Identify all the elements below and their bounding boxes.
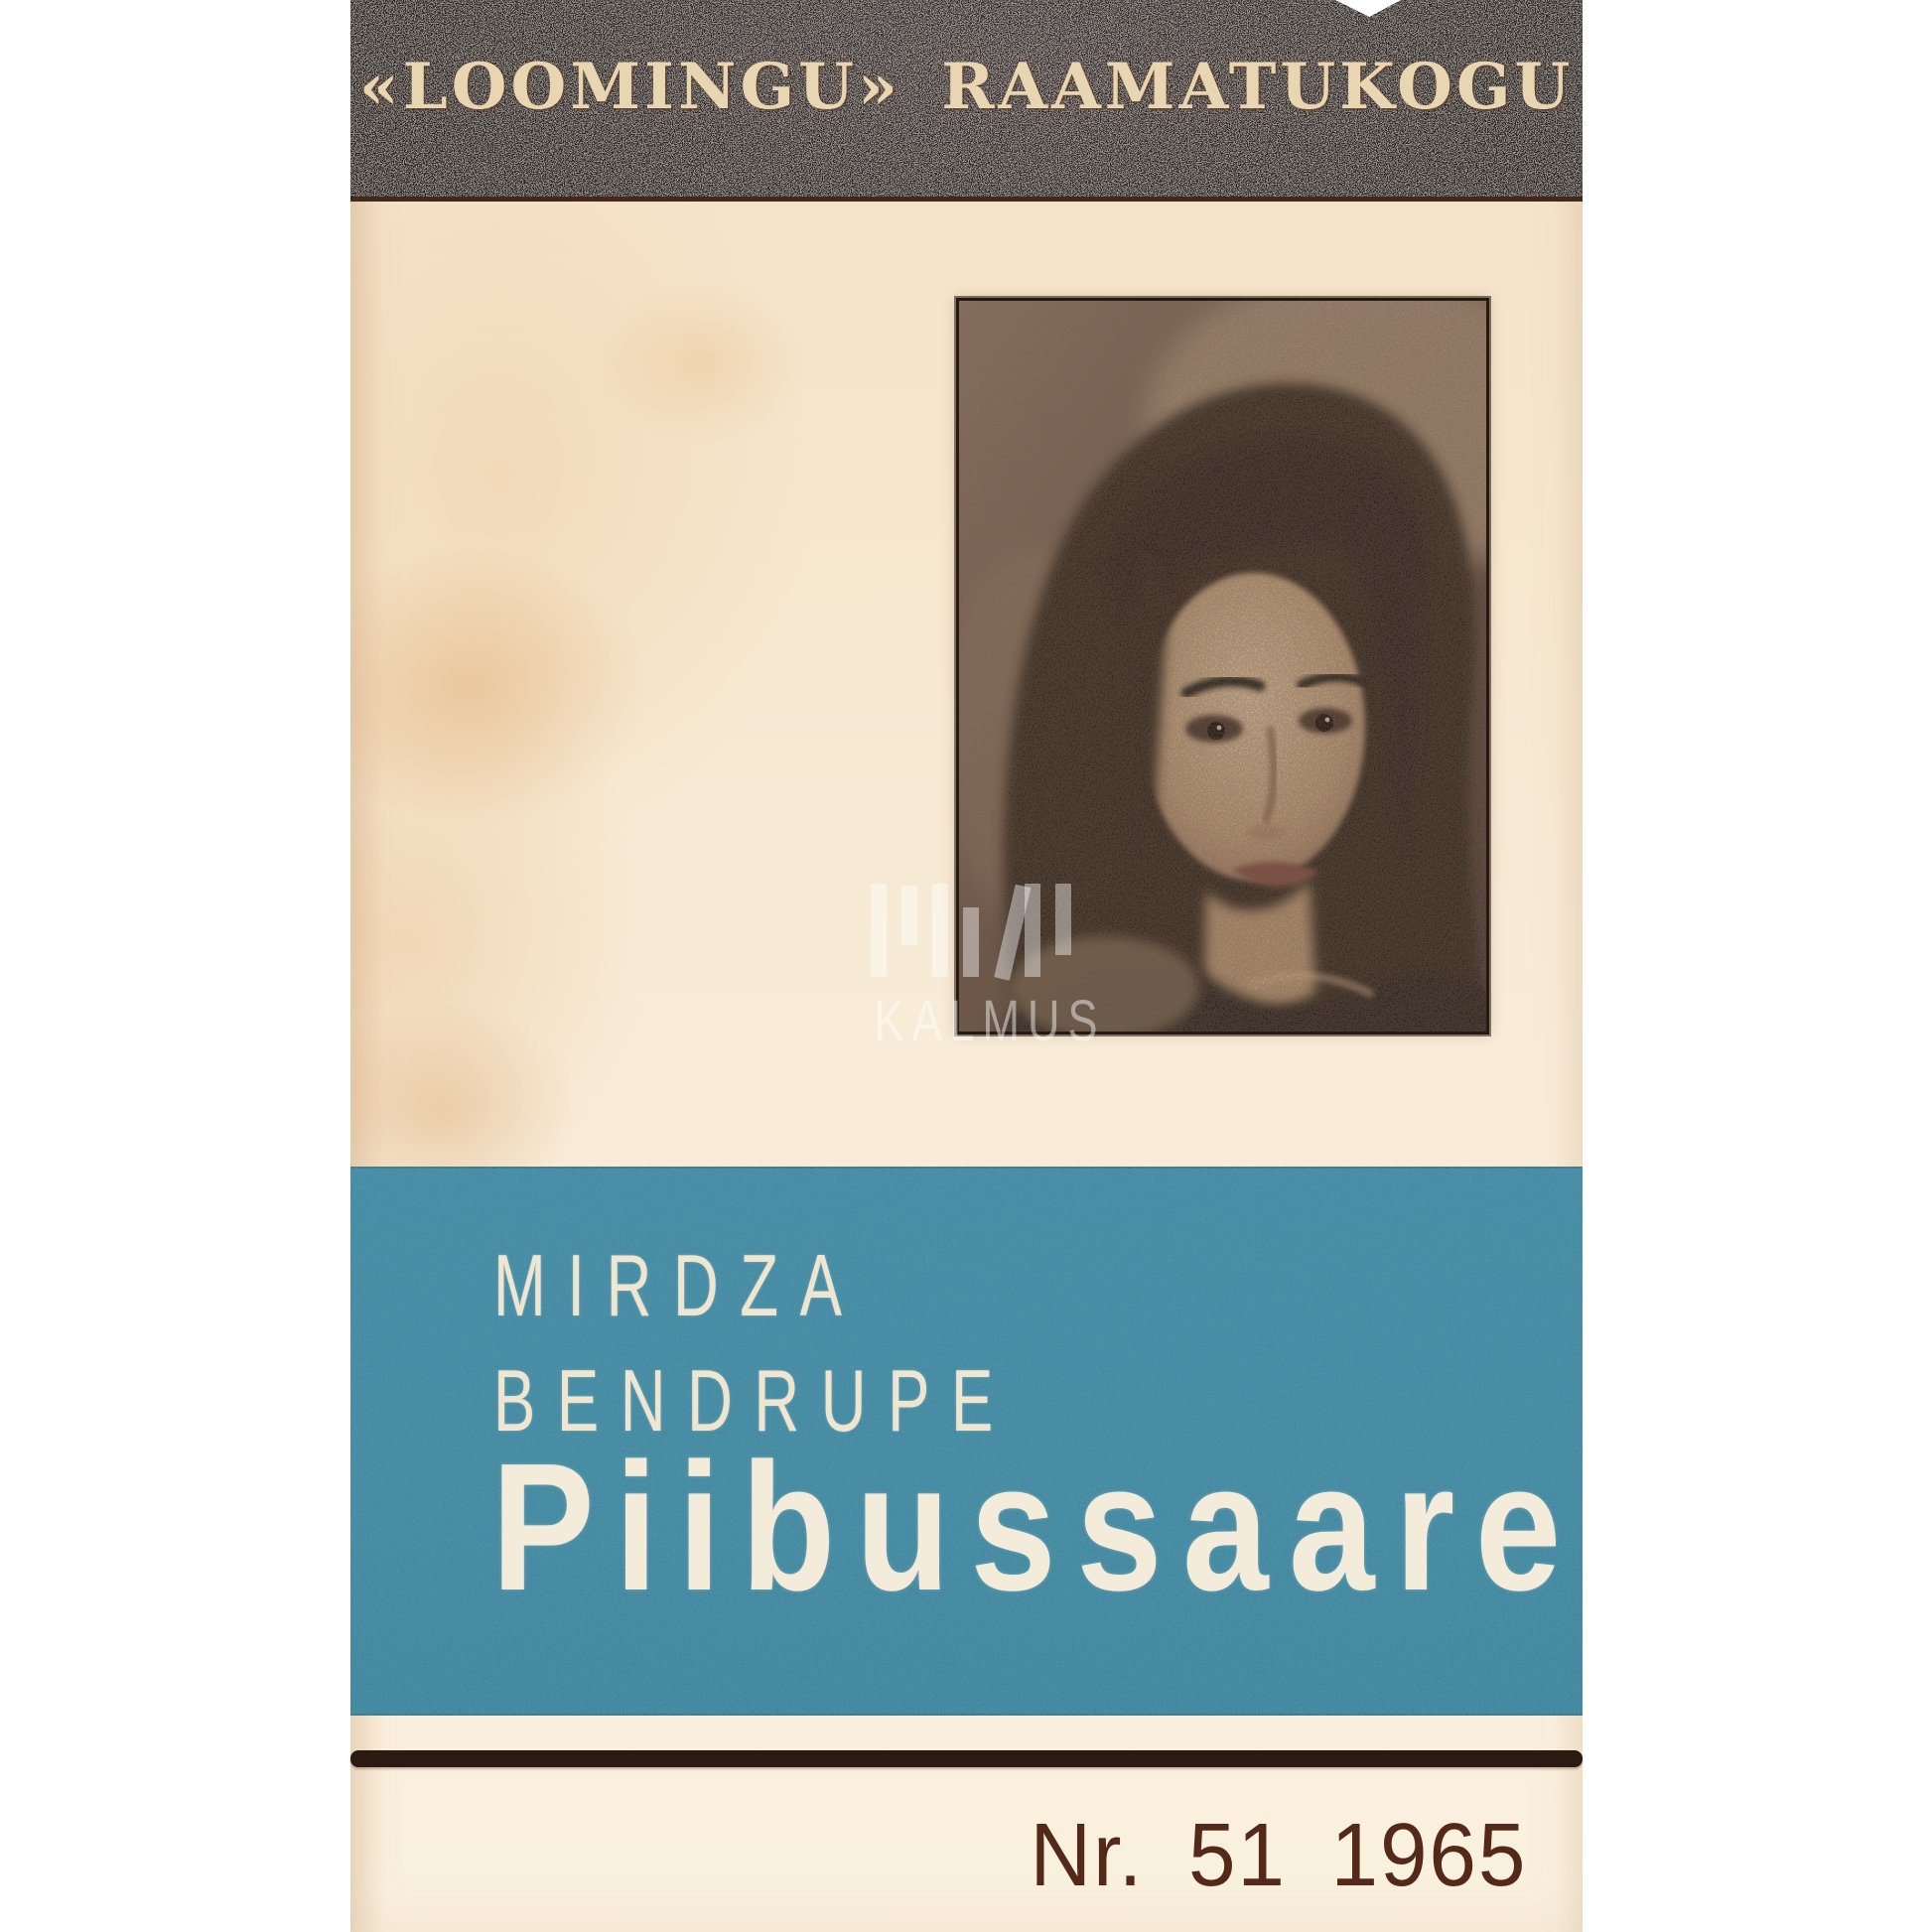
- book-title: Piibussaare: [491, 1425, 1582, 1628]
- book-cover: [350, 0, 1583, 1932]
- author-portrait-photo: [956, 298, 1489, 1035]
- divider-rule: [350, 1750, 1583, 1767]
- title-band: [350, 1167, 1583, 1716]
- author-first-name: MIRDZA: [493, 1236, 864, 1334]
- series-title: «LOOMINGU» RAAMATUKOGU: [358, 50, 1575, 124]
- watermark-text: KALMUS: [874, 989, 1106, 1053]
- series-banner: [350, 0, 1583, 202]
- issue-number: Nr. 51 1965: [1030, 1806, 1527, 1905]
- author-last-name: BENDRUPE: [493, 1351, 1015, 1449]
